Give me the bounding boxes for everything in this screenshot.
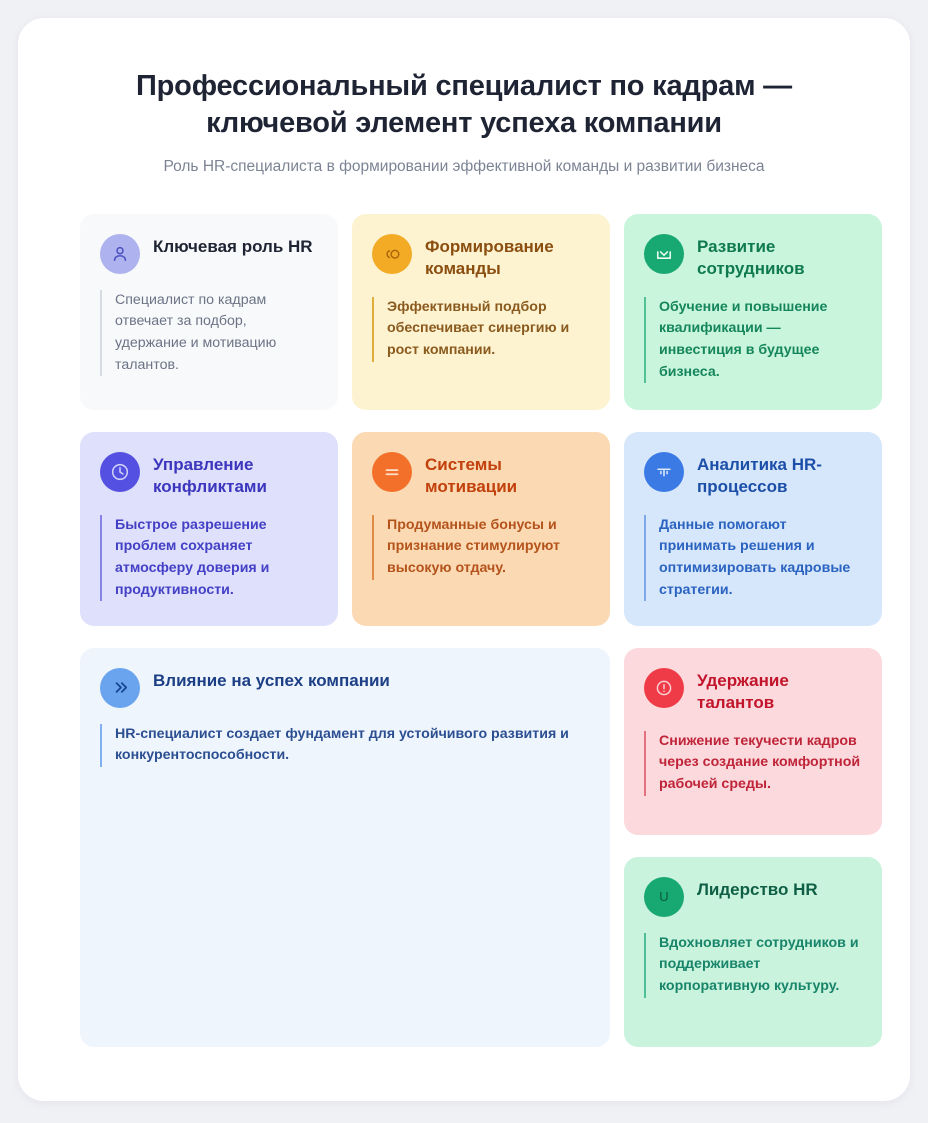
card-header <box>372 234 590 281</box>
card-body: Данные помогают принимать решения и оптимизировать кадровые стратегии. <box>644 515 862 601</box>
card-body: Вдохновляет сотрудников и поддерживает корпоративную культуру. <box>644 933 862 998</box>
card-title: Удержание талантов <box>697 670 789 713</box>
card-title: Системы мотивации <box>425 454 518 497</box>
card-body: Снижение текучести кадров через создание комфортной рабочей среды. <box>644 731 862 796</box>
card-body: Продуманные бонусы и признание стимулируют высокую отдачу. <box>372 515 590 580</box>
user-icon <box>100 234 140 274</box>
card-header <box>644 452 862 499</box>
card-hr-leadership[interactable] <box>624 857 882 1047</box>
card-hr-analytics[interactable] <box>624 432 882 626</box>
header <box>18 18 910 178</box>
page-subtitle: Роль HR-специалиста в формировании эффективной команды и развитии бизнеса <box>163 158 765 176</box>
card-body: HR-специалист создает фундамент для устойчивого развития и конкурентоспособности. <box>100 724 590 767</box>
card-talent-retention[interactable] <box>624 648 882 835</box>
card-title: Формирование команды <box>425 236 554 279</box>
card-body: Специалист по кадрам отвечает за подбор, удержание и мотивацию талантов. <box>100 290 318 376</box>
card-title: Управление конфликтами <box>153 454 267 497</box>
clock-icon <box>100 452 140 492</box>
card-title: Влияние на успех компании <box>153 670 390 690</box>
card-body: Обучение и повышение квалификации — инвестиция в будущее бизнеса. <box>644 297 862 383</box>
alert-circle-icon <box>644 668 684 708</box>
letter-u-icon <box>644 877 684 917</box>
card-motivation-systems[interactable] <box>352 432 610 626</box>
card-header <box>644 877 862 917</box>
infographic-container <box>18 18 910 1101</box>
card-employee-development[interactable] <box>624 214 882 410</box>
cards-grid <box>18 214 910 1047</box>
card-company-success-impact[interactable] <box>80 648 610 1047</box>
users-group-icon <box>372 234 412 274</box>
card-key-role-hr[interactable] <box>80 214 338 410</box>
card-header <box>644 668 862 715</box>
card-body: Эффективный подбор обеспечивает синергию и рост компании. <box>372 297 590 362</box>
card-title: Развитие сотрудников <box>697 236 805 279</box>
page-title: Профессиональный специалист по кадрам — ключевой элемент успеха компании <box>136 70 792 140</box>
card-header <box>372 452 590 499</box>
card-header <box>100 234 318 274</box>
funnel-chart-icon <box>644 452 684 492</box>
card-title: Ключевая роль HR <box>153 236 313 256</box>
card-title: Аналитика HR-процессов <box>697 454 822 497</box>
menu-lines-icon <box>372 452 412 492</box>
card-body: Быстрое разрешение проблем сохраняет атмосферу доверия и продуктивности. <box>100 515 318 601</box>
card-header <box>100 452 318 499</box>
card-conflict-management[interactable] <box>80 432 338 626</box>
card-header <box>644 234 862 281</box>
double-chevron-right-icon <box>100 668 140 708</box>
card-header <box>100 668 590 708</box>
card-title: Лидерство HR <box>697 879 818 899</box>
inbox-download-icon <box>644 234 684 274</box>
card-team-building[interactable] <box>352 214 610 410</box>
letter-u-glyph: U <box>659 889 669 905</box>
